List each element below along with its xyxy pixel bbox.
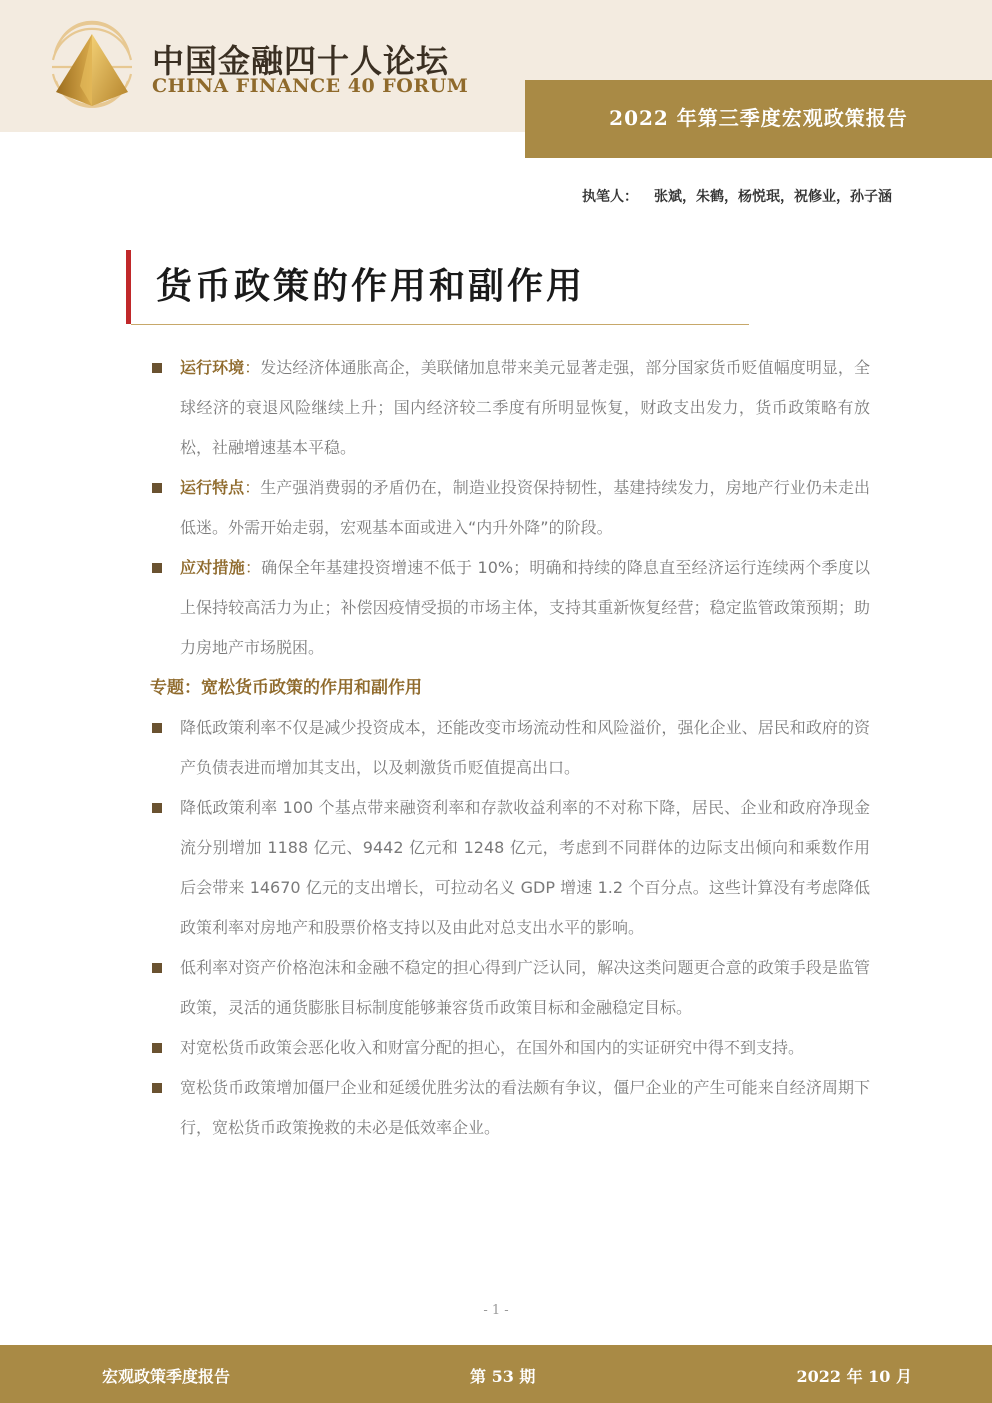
summary-item	[150, 548, 870, 668]
square-bullet-icon	[152, 1083, 162, 1093]
golden-pyramid-logo-icon	[52, 20, 132, 108]
authors-names: 张斌，朱鹤，杨悦珉，祝修业，孙子涵	[654, 189, 892, 205]
special-item-text: 对宽松货币政策会恶化收入和财富分配的担心，在国外和国内的实证研究中得不到支持。	[180, 1038, 805, 1057]
authors-line	[582, 186, 892, 206]
page-number: - 1 -	[483, 1303, 509, 1318]
summary-item	[150, 468, 870, 548]
summary-item-text: 发达经济体通胀高企，美联储加息带来美元显著走强，部分国家货币贬值幅度明显，全球经济的衰退风险继续上升；国内经济较二季度有所明显恢复，财政支出发力，货币政策略有放松，社融增速基本平稳。	[180, 358, 870, 457]
summary-item	[150, 348, 870, 468]
summary-item-heading: 运行特点	[180, 478, 245, 497]
special-item	[150, 1068, 870, 1148]
special-item-text: 宽松货币政策增加僵尸企业和延缓优胜劣汰的看法颇有争议，僵尸企业的产生可能来自经济周期下行，宽松货币政策挽救的未必是低效率企业。	[180, 1078, 870, 1137]
title-accent-bar	[126, 250, 131, 324]
main-content	[150, 348, 870, 1148]
report-title-band	[525, 80, 992, 158]
summary-item-heading: 运行环境	[180, 358, 245, 377]
footer-date: 2022 年 10 月	[796, 1367, 912, 1386]
brand-name-english: CHINA FINANCE 40 FORUM	[152, 75, 469, 97]
brand-name-chinese: 中国金融四十人论坛	[152, 42, 450, 80]
authors-label: 执笔人：	[582, 189, 638, 205]
summary-item-separator: ：	[244, 558, 262, 577]
summary-item-separator: ：	[244, 478, 261, 497]
summary-item-text: 确保全年基建投资增速不低于 10%；明确和持续的降息直至经济运行连续两个季度以上保持较高活力为止；补偿因疫情受损的市场主体，支持其重新恢复经营；稳定监管政策预期；助力房地产市场脱困。	[180, 558, 870, 657]
special-item-text: 低利率对资产价格泡沫和金融不稳定的担心得到广泛认同，解决这类问题更合意的政策手段是监管政策，灵活的通货膨胀目标制度能够兼容货币政策目标和金融稳定目标。	[180, 958, 870, 1017]
square-bullet-icon	[152, 723, 162, 733]
summary-item-heading: 应对措施	[180, 558, 245, 577]
special-item-text: 降低政策利率 100 个基点带来融资利率和存款收益利率的不对称下降，居民、企业和政府净现金流分别增加 1188 亿元、9442 亿元和 1248 亿元，考虑到不同群体的边际支出倾向和乘数作用后会带来 14670 亿元的支出增长，可拉动名义 GDP 增速 1.2 个百分点。这些计算没有考虑降低政策利率对房地产和股票价格支持以及由此对总支出水平的影响。	[180, 798, 870, 937]
special-item	[150, 1028, 870, 1068]
special-item	[150, 708, 870, 788]
summary-item-text: 生产强消费弱的矛盾仍在，制造业投资保持韧性，基建持续发力，房地产行业仍未走出低迷。外需开始走弱，宏观基本面或进入“内升外降”的阶段。	[180, 478, 870, 537]
special-item-text: 降低政策利率不仅是减少投资成本，还能改变市场流动性和风险溢价，强化企业、居民和政府的资产负债表进而增加其支出，以及刺激货币贬值提高出口。	[180, 718, 870, 777]
footer-issue-number: 第 53 期	[470, 1367, 536, 1386]
square-bullet-icon	[152, 803, 162, 813]
special-topic-heading: 专题：宽松货币政策的作用和副作用	[150, 678, 422, 698]
special-item	[150, 948, 870, 1028]
page-title: 货币政策的作用和副作用	[156, 265, 586, 307]
special-item	[150, 788, 870, 948]
square-bullet-icon	[152, 363, 162, 373]
square-bullet-icon	[152, 963, 162, 973]
report-title: 2022 年第三季度宏观政策报告	[609, 106, 908, 130]
square-bullet-icon	[152, 563, 162, 573]
footer-band	[0, 1345, 992, 1403]
summary-item-separator: ：	[244, 358, 261, 377]
footer-report-name: 宏观政策季度报告	[102, 1367, 231, 1386]
square-bullet-icon	[152, 483, 162, 493]
title-underline	[131, 324, 749, 325]
square-bullet-icon	[152, 1043, 162, 1053]
